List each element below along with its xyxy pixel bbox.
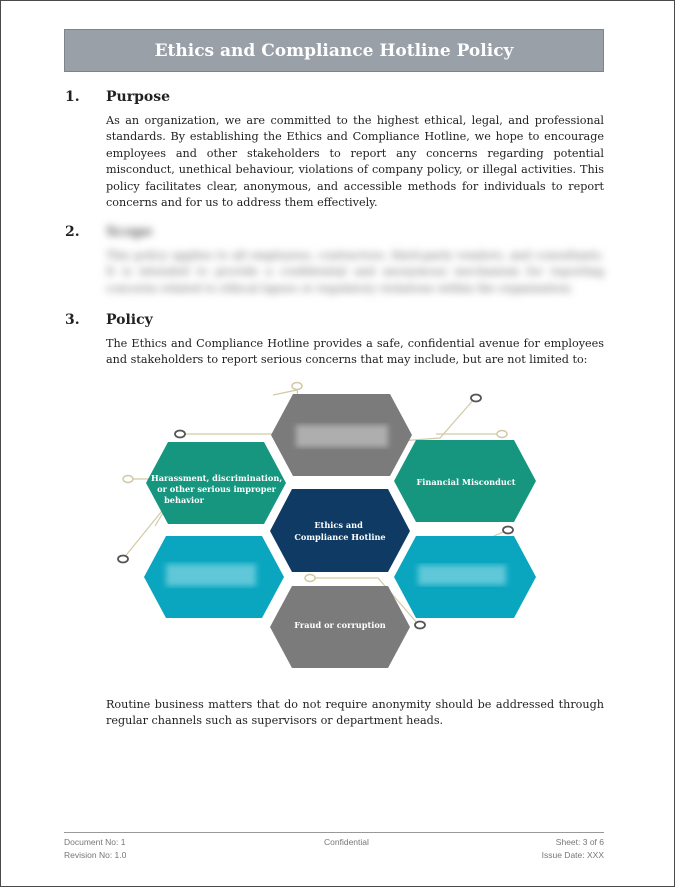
fraud-label: Fraud or corruption [294,620,386,630]
hex-center-hotline [270,489,410,572]
page-title: Ethics and Compliance Hotline Policy [154,40,514,61]
connector-dot [123,476,133,483]
center-line-2: Compliance Hotline [294,532,386,542]
connector-dot [503,527,513,534]
hex-top-category [271,394,412,476]
connector-dot [471,395,481,402]
connector-dot [175,431,185,438]
closing-paragraph: Routine business matters that do not require anonymity should be addressed through regular channels such as supervisors or department heads. [106,698,604,728]
center-line-1: Ethics and [314,520,363,530]
section-2-body: This policy applies to all employees, contractors, third-party vendors, and consultants. It is intended to provide a confidential and anonymous mechanism for reporting concerns related to ethical lapses or regulatory violations within the organization. [106,249,604,295]
section-3-body: The Ethics and Compliance Hotline provides a safe, confidential avenue for employees and stakeholders to report serious concerns that may include, but are not limited to: [106,337,604,367]
section-3-heading: Policy [106,312,153,328]
footer-revision-no: Revision No: 1.0 [64,850,127,860]
hex-left-lower-category [144,536,284,618]
hex-financial-misconduct [394,440,536,522]
footer-issue-date: Issue Date: XXX [541,850,604,860]
harassment-line-3: behavior [164,495,204,505]
section-3-number: 3. [65,312,80,328]
financial-label: Financial Misconduct [416,477,516,487]
connector-dot [497,431,507,438]
connector-dot [292,383,302,390]
harassment-line-2: or other serious improper [157,484,276,494]
footer-sheet: Sheet: 3 of 6 [555,837,604,847]
connector-dot [118,556,128,563]
section-1-heading: Purpose [106,89,170,105]
section-1-body: As an organization, we are committed to the highest ethical, legal, and professional standards. By establishing the Ethics and Compliance Hotline, we hope to encourage employees and other stakeholders to report any concerns regarding potential misconduct, unethical behaviour, violations of company policy, or illegal activities. This policy facilitates clear, anonymous, and accessible methods for individuals to report concerns and for us to address them effectively. [106,114,604,210]
harassment-line-1: Harassment, discrimination, [150,473,283,483]
hotline-hexagon-diagram [100,376,560,676]
section-1-number: 1. [65,89,80,105]
hex-fraud-corruption [270,586,410,668]
footer-confidential: Confidential [324,837,369,847]
section-2-heading: Scope [106,224,153,240]
footer-divider [64,832,604,833]
connector-dot [305,575,315,582]
hex-right-lower-category [394,536,536,618]
connector-dot [415,622,425,629]
title-bar [64,29,604,72]
section-2-number: 2. [65,224,80,240]
footer-document-no: Document No: 1 [64,837,126,847]
hex-harassment [146,442,286,524]
